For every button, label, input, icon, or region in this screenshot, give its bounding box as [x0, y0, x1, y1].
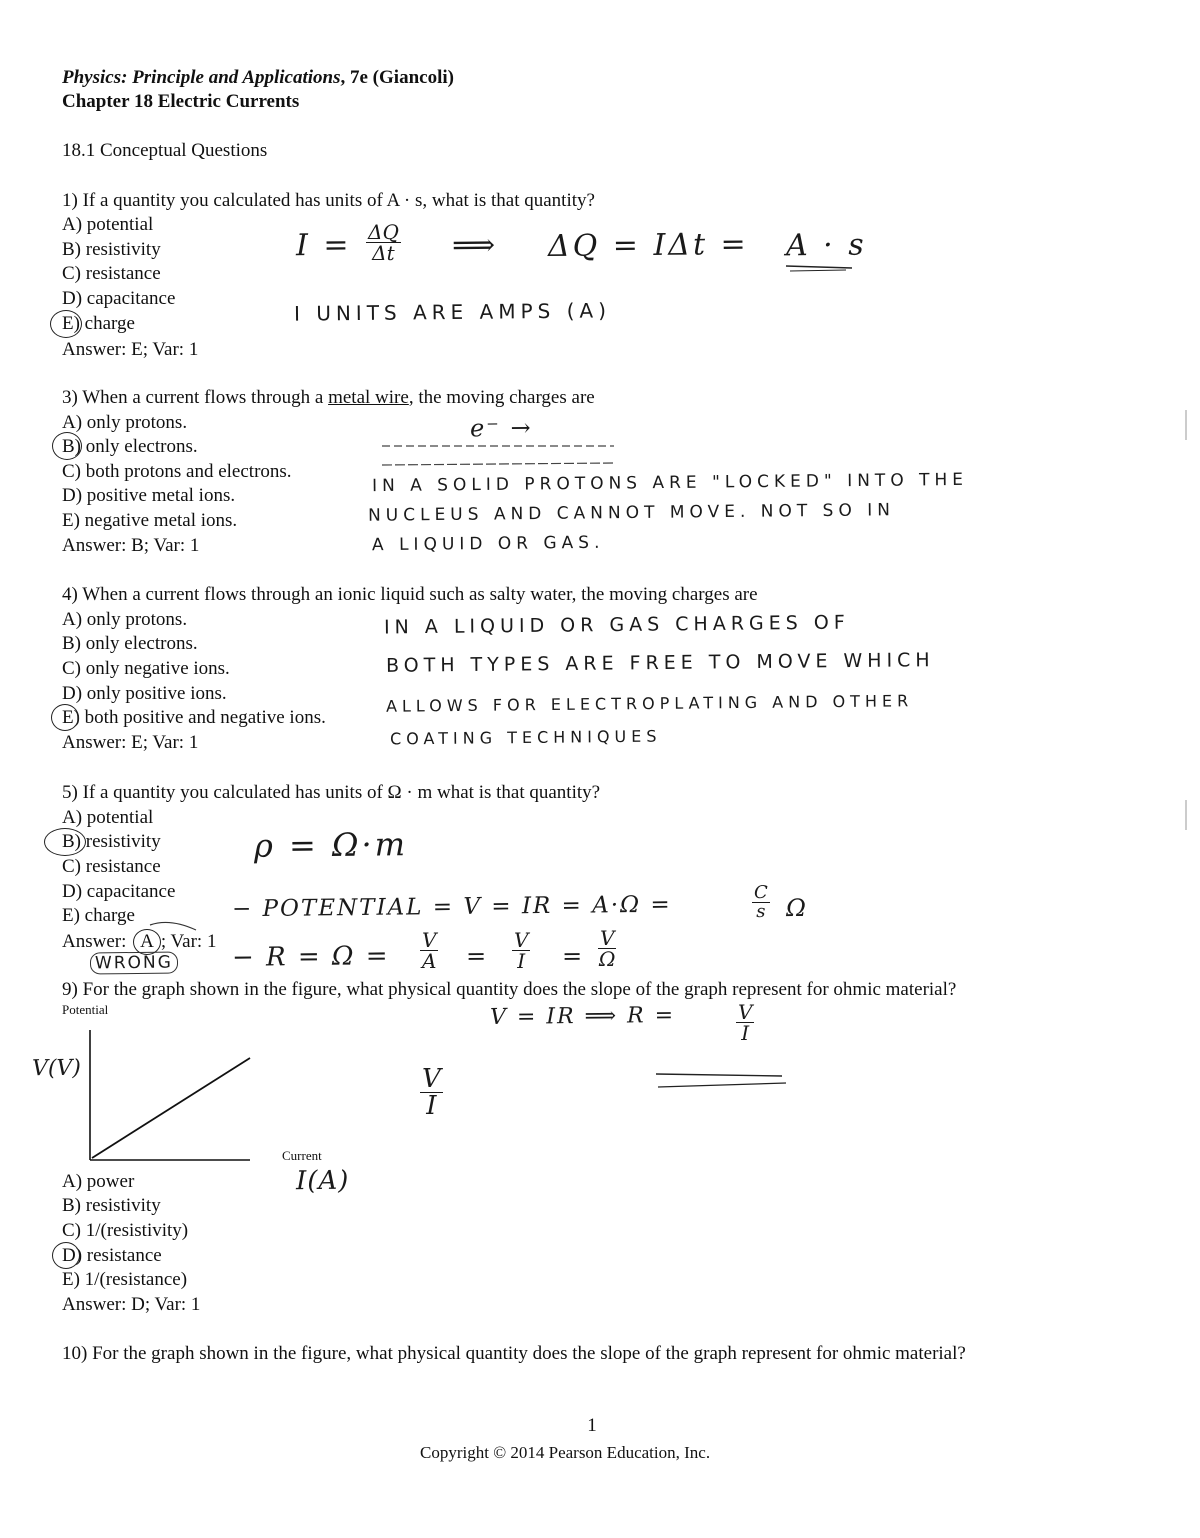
q1-note-lhs: I =	[295, 227, 352, 264]
q9-underline-2	[658, 1083, 786, 1087]
q5-note-r-line: − R = Ω =	[231, 941, 390, 973]
q5-note-omega: Ω	[785, 893, 809, 923]
q5-note-rho: ρ = Ω·m	[253, 825, 409, 865]
q5-f2-num: V	[514, 928, 529, 952]
q4-prompt: 4) When a current flows through an ionic liquid such as salty water, the moving charges are	[62, 584, 758, 605]
q5-answer-letter: A	[133, 929, 161, 955]
q1-prompt: 1) If a quantity you calculated has units of A · s, what is that quantity?	[62, 190, 595, 211]
q1-option-a: A) potential	[62, 214, 154, 235]
q9-answer-circle	[52, 1242, 80, 1269]
q9-r-num: V	[738, 1000, 753, 1024]
q1-answer: Answer: E; Var: 1	[62, 339, 199, 360]
q5-note-eq-2: =	[561, 941, 585, 971]
q5-f3-den: Ω	[598, 947, 616, 971]
q9-r-den: I	[741, 1021, 750, 1045]
q3-answer-circle	[52, 432, 82, 460]
q5-option-d: D) capacitance	[62, 881, 176, 902]
q1-note-fraction	[366, 222, 401, 263]
q3-option-d: D) positive metal ions.	[62, 485, 236, 506]
q1-option-e: E) charge	[62, 313, 135, 334]
q4-option-d: D) only positive ions.	[62, 683, 227, 704]
q9-option-a: A) power	[62, 1171, 135, 1192]
q9-note-vir: V = IR ⟹ R =	[489, 1003, 676, 1030]
q5-cs-den: s	[756, 901, 766, 922]
q5-cs-num: C	[754, 882, 768, 903]
q5-option-c: C) resistance	[62, 856, 161, 877]
q4-note-line-4: COATING TECHNIQUES	[389, 726, 662, 749]
q9-option-e: E) 1/(resistance)	[62, 1269, 188, 1290]
q5-note-frac-3	[598, 928, 616, 969]
q1-note-arrow: ⟹	[451, 227, 499, 264]
q3-option-a: A) only protons.	[62, 412, 188, 433]
q5-f3-num: V	[600, 926, 615, 950]
q5-note-frac-1	[420, 930, 438, 971]
q1-frac-den: Δt	[372, 241, 395, 265]
section-title: 18.1 Conceptual Questions	[62, 140, 268, 161]
q9-slope-num: V	[422, 1064, 441, 1094]
q3-note-line-2: NUCLEUS AND CANNOT MOVE. NOT SO IN	[367, 500, 896, 526]
q4-note-line-2: BOTH TYPES ARE FREE TO MOVE WHICH	[385, 649, 935, 677]
q1-result-underline-2	[790, 270, 846, 271]
q3-prompt	[62, 386, 595, 410]
q9-slope-den: I	[426, 1091, 437, 1121]
q9-prompt: 9) For the graph shown in the figure, what physical quantity does the slope of the graph represent for ohmic material?	[62, 979, 957, 1000]
q3-prompt-post: , the moving charges are	[408, 387, 595, 408]
q1-option-d: D) capacitance	[62, 288, 176, 309]
q9-graph-x-label: Current	[282, 1148, 322, 1163]
chapter-title: Chapter 18 Electric Currents	[62, 91, 300, 112]
q1-result-underline	[786, 266, 852, 268]
book-title-text: Physics: Principle and Applications	[62, 67, 341, 88]
q9-note-r-frac	[736, 1002, 754, 1043]
q5-note-potential: − POTENTIAL = V = IR = A·Ω =	[231, 891, 672, 923]
q5-answer-rest: ; Var: 1	[160, 931, 217, 952]
q1-option-b: B) resistivity	[62, 239, 161, 260]
q3-answer: Answer: B; Var: 1	[62, 535, 200, 556]
q1-note-rhs: ΔQ = IΔt =	[547, 226, 749, 265]
q9-graph-y-label: Potential	[62, 1002, 109, 1017]
q5-f1-den: A	[422, 949, 437, 973]
q9-underline-1	[656, 1074, 782, 1076]
q5-note-frac-2	[512, 930, 530, 971]
graph-slope-line	[92, 1058, 250, 1158]
book-edition: , 7e (Giancoli)	[340, 67, 454, 88]
q4-answer: Answer: E; Var: 1	[62, 732, 199, 753]
q9-option-d: D) resistance	[62, 1245, 162, 1266]
q1-answer-circle	[50, 310, 82, 338]
q1-note-result: A · s	[785, 227, 867, 264]
book-title	[62, 66, 454, 90]
q9-answer: Answer: D; Var: 1	[62, 1294, 201, 1315]
q5-option-a: A) potential	[62, 807, 154, 828]
q3-prompt-underlined: metal wire	[328, 387, 409, 408]
q5-option-e: E) charge	[62, 905, 135, 926]
q4-option-e: E) both positive and negative ions.	[62, 707, 326, 728]
q5-circle-b	[44, 828, 86, 856]
q4-option-a: A) only protons.	[62, 609, 188, 630]
q9-option-c: C) 1/(resistivity)	[62, 1220, 189, 1241]
q4-answer-circle	[51, 704, 79, 731]
q10-prompt: 10) For the graph shown in the figure, what physical quantity does the slope of the graph represent for ohmic material?	[62, 1343, 966, 1364]
q4-note-line-3: ALLOWS FOR ELECTROPLATING AND OTHER	[385, 691, 914, 716]
q9-note-slope-frac	[420, 1066, 443, 1119]
q5-note-eq-1: =	[465, 941, 489, 971]
copyright: Copyright © 2014 Pearson Education, Inc.	[420, 1443, 711, 1462]
q5-f2-den: I	[517, 949, 526, 973]
page-number: 1	[587, 1415, 597, 1436]
q5-prompt: 5) If a quantity you calculated has units of Ω · m what is that quantity?	[62, 782, 601, 803]
q3-note-electron: e⁻ →	[469, 413, 533, 443]
q3-dash-line-2	[382, 463, 614, 465]
q3-prompt-pre: 3) When a current flows through a	[62, 387, 329, 408]
q5-note-wrong: WRONG	[90, 952, 178, 975]
q3-option-e: E) negative metal ions.	[62, 510, 238, 531]
q3-note-line-3: A LIQUID OR GAS.	[371, 532, 605, 556]
q5-f1-num: V	[422, 928, 437, 952]
q5-option-b: B) resistivity	[62, 831, 161, 852]
q3-option-c: C) both protons and electrons.	[62, 461, 292, 482]
q1-frac-num: ΔQ	[368, 220, 399, 244]
q9-option-b: B) resistivity	[62, 1195, 161, 1216]
q1-option-c: C) resistance	[62, 263, 161, 284]
q5-answer-label: Answer:	[62, 931, 127, 952]
q3-note-line-1: IN A SOLID PROTONS ARE "LOCKED" INTO THE	[371, 469, 969, 497]
q9-graph-hw-y: V(V)	[31, 1055, 82, 1082]
q1-note-units: I UNITS ARE AMPS (A)	[293, 298, 612, 326]
q9-graph-hw-x: I(A)	[295, 1165, 350, 1197]
q4-option-c: C) only negative ions.	[62, 658, 230, 679]
q4-note-line-1: IN A LIQUID OR GAS CHARGES OF	[383, 611, 850, 639]
q4-option-b: B) only electrons.	[62, 633, 198, 654]
q5-note-c-over-s	[752, 884, 770, 921]
q3-option-b: B) only electrons.	[62, 436, 198, 457]
